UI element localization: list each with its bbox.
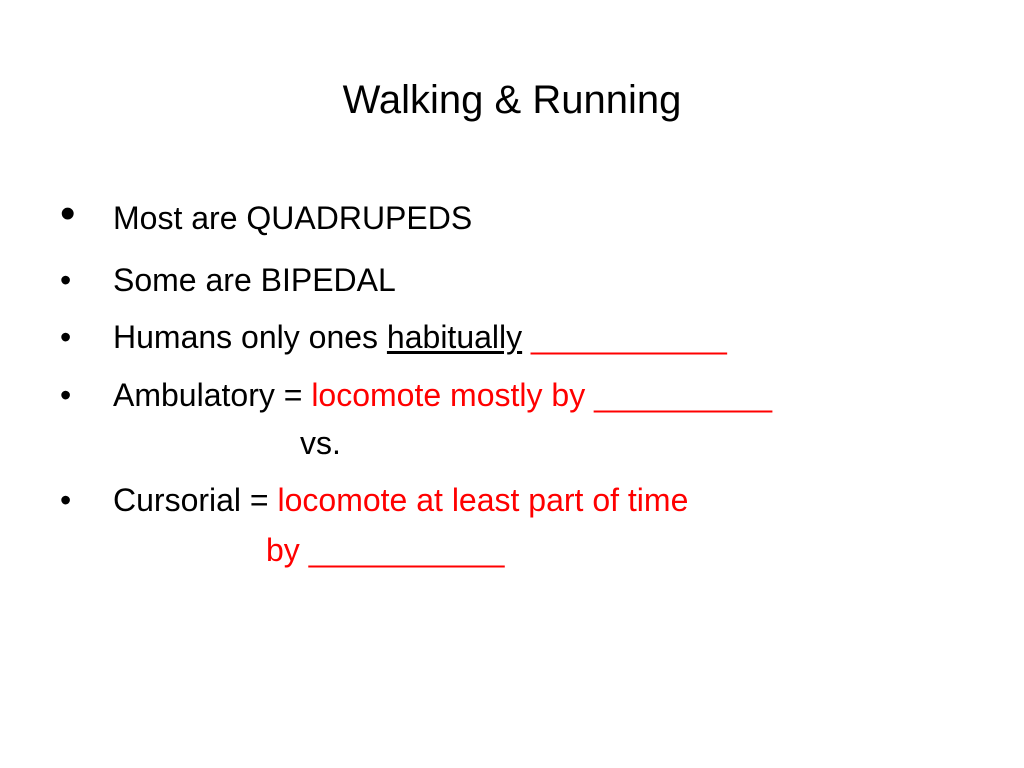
bullet-text: Some are BIPEDAL — [113, 262, 396, 298]
slide-title: Walking & Running — [342, 78, 682, 122]
bullet-text — [113, 317, 727, 357]
bullet-marker: • — [60, 189, 76, 238]
bullet-prefix: Ambulatory = — [113, 377, 312, 413]
bullet-text: Most are QUADRUPEDS — [113, 200, 473, 236]
bullet-continuation-vs: vs. — [300, 425, 341, 461]
blank-line: ___________ — [522, 319, 727, 355]
bullet-marker: • — [60, 377, 72, 413]
bullet-marker: • — [60, 482, 72, 518]
bullet-marker: • — [60, 319, 72, 355]
bullet-continuation-by: by ___________ — [266, 532, 505, 568]
bullet-prefix: Cursorial = — [113, 482, 278, 518]
underlined-word: habitually — [386, 319, 523, 355]
bullet-prefix: Humans only ones — [113, 319, 387, 355]
bullet-marker: • — [60, 262, 72, 298]
bullet-text — [113, 480, 688, 520]
red-definition: locomote at least part of time — [277, 482, 689, 518]
red-definition: locomote mostly by __________ — [311, 377, 773, 413]
bullet-text — [113, 375, 772, 415]
